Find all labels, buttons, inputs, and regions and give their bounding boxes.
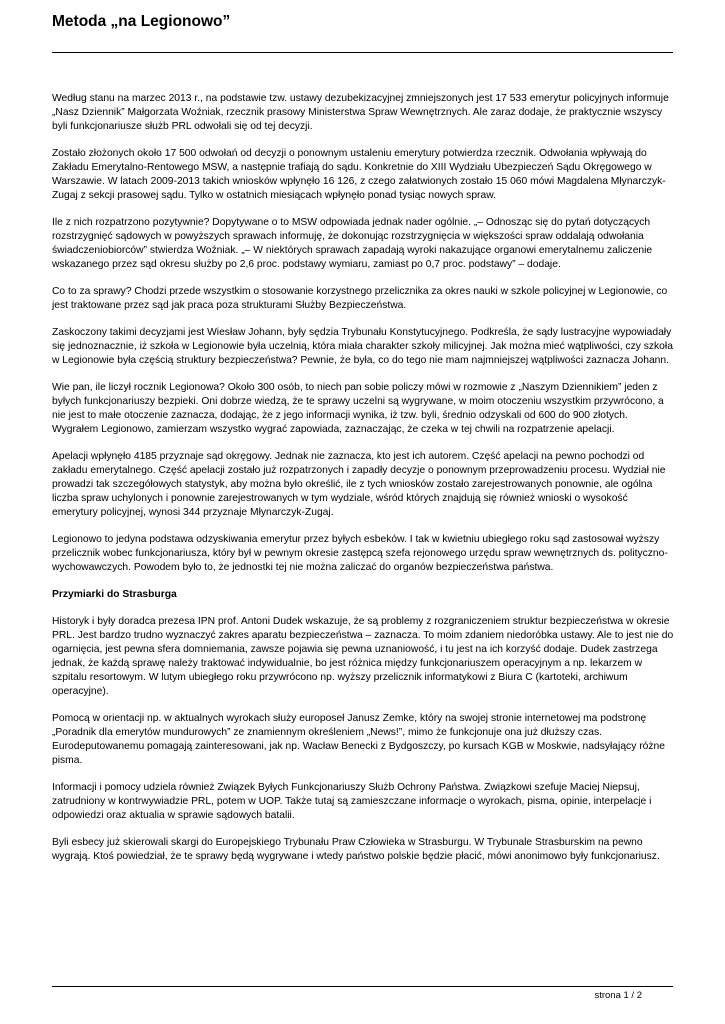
paragraph: Byli esbecy już skierowali skargi do Europejskiego Trybunału Praw Człowieka w Strasburgu. W Trybunale Strasburskim na pewno wygrają. Ktoś powiedział, że te sprawy będą wygrywane i wtedy państwo polskie będzie płacić, mówi anonimowo były funkcjonariusz.: [52, 837, 660, 862]
paragraph: Wie pan, ile liczył rocznik Legionowa? Około 300 osób, to niech pan sobie policzy mówi w rozmowie z „Naszym Dziennikiem” jeden z byłych funkcjonariuszy bezpieki. Oni dobrze wiedzą, że te sprawy uczelni są wygrywane, w moim otoczeniu wszystkim przywrócono, a nie jest to małe otoczenie zaznacza, dodając, że z jego informacji wynika, iż tzw. byli, średnio odzyskali od 600 do 900 złotych. Wygrałem Legionowo, zamierzam wszystko wygrać zapowiada, zaznaczając, że czeka w tej chwili na rozpatrzenie apelacji.: [52, 382, 664, 435]
page-title: Metoda „na Legionowo”: [52, 13, 231, 30]
paragraph: Ile z nich rozpatrzono pozytywnie? Dopytywane o to MSW odpowiada jednak nader ogólnie. „– Odnosząc się do pytań dotyczących rozstrzygnięć sądowych w powyższych sprawach informuję, że dokonując rozstrzygnięcia w większości spraw oddalają odwołania świadczeniobiorców” stwierdza Woźniak. „– W niektórych sprawach zapadają wyroki nakazujące organowi emerytalnemu zaliczenie wskazanego przez sąd okresu służby po 2,6 proc. podstawy wymiaru, zamiast po 0,7 proc. podstawy” – dodaje.: [52, 217, 653, 270]
paragraph: Zaskoczony takimi decyzjami jest Wiesław Johann, były sędzia Trybunału Konstytucyjnego. Podkreśla, że sądy lustracyjne wypowiadały się jednoznacznie, iż szkoła w Legionowie była uczelnią, która miała charakter szkoły milicyjnej. Jak można mieć wątpliwości, czy szkoła w Legionowie była częścią struktury bezpieczeństwa? Pewnie, że była, co do tego nie mam najmniejszej wątpliwości zaznacza Johann.: [52, 327, 673, 366]
page-number: strona 1 / 2: [594, 990, 642, 1001]
paragraph: Według stanu na marzec 2013 r., na podstawie tzw. ustawy dezubekizacyjnej zmniejszonych jest 17 533 emerytur policyjnych informuje „Nasz Dziennik” Małgorzata Woźniak, rzecznik prasowy Ministerstwa Spraw Wewnętrznych. Ale zaraz dodaje, że praktycznie wszyscy byli funkcjonariusze służb PRL odwołali się od tej decyzji.: [52, 93, 669, 132]
section-heading: Przymiarki do Strasburga: [52, 589, 177, 600]
header-divider: [52, 52, 673, 53]
paragraph: Apelacji wpłynęło 4185 przyznaje sąd okręgowy. Jednak nie zaznacza, kto jest ich autorem. Część apelacji na pewno pochodzi od zakładu emerytalnego. Część apelacji zostało już rozpatrzonych i zapadły decyzje o ponownym przeprowadzeniu procesu. Wydział nie prowadzi tak szczegółowych statystyk, aby można było określić, ile z tych wniosków zostało zarejestrowanych ponownie, ale ogólna liczba spraw uchylonych i ponownie zarejestrowanych w tym wydziale, wśród których znajdują się również wnioski o wysokość emerytury policyjnej, wynosi 344 przyznaje Młynarczyk-Zugaj.: [52, 451, 666, 518]
footer-divider: [52, 986, 673, 987]
paragraph: Pomocą w orientacji np. w aktualnych wyrokach służy europoseł Janusz Zemke, który na swojej stronie internetowej ma podstronę „Poradnik dla emerytów mundurowych” ze znamiennym określeniem „News!”, mimo że funkcjonuje ona już dłuższy czas. Eurodeputowanemu pomagają zainteresowani, jak np. Wacław Benecki z Bydgoszczy, po kursach KGB w Moskwie, nadsyłający różne pisma.: [52, 713, 665, 766]
paragraph: Co to za sprawy? Chodzi przede wszystkim o stosowanie korzystnego przelicznika za okres nauki w szkole policyjnej w Legionowie, co jest traktowane przez sąd jak praca poza strukturami Służby Bezpieczeństwa.: [52, 286, 668, 311]
paragraph: Legionowo to jedyna podstawa odzyskiwania emerytur przez byłych esbeków. I tak w kwietniu ubiegłego roku sąd zastosował wyższy przelicznik wobec funkcjonariusza, który był w pewnym okresie zastępcą szefa rejonowego urzędu spraw wewnętrznych ds. polityczno-wychowawczych. Powodem było to, że jednostki tej nie można zaliczać do organów bezpieczeństwa państwa.: [52, 534, 668, 573]
paragraph: Zostało złożonych około 17 500 odwołań od decyzji o ponownym ustaleniu emerytury potwierdza rzecznik. Odwołania wpływają do Zakładu Emerytalno-Rentowego MSW, a następnie trafiają do sądu. Konkretnie do XIII Wydziału Ubezpieczeń Sądu Okręgowego w Warszawie. W latach 2009-2013 takich wniosków wpłynęło 16 126, z czego załatwionych zostało 15 060 mówi Magdalena Młynarczyk-Zugaj z sekcji prasowej sądu. Tylko w ostatnich miesiącach wpłynęło ponad tysiąc nowych spraw.: [52, 148, 666, 201]
paragraph: Informacji i pomocy udziela również Związek Byłych Funkcjonariuszy Służb Ochrony Państwa. Związkowi szefuje Maciej Niepsuj, zatrudniony w kontrwywiadzie PRL, potem w UOP. Także tutaj są zamieszczane informacje o wyrokach, pisma, opinie, interpelacje i odpowiedzi oraz aktualia w sprawie sądowych batalii.: [52, 782, 652, 821]
article-body: [52, 92, 674, 877]
paragraph: Historyk i były doradca prezesa IPN prof. Antoni Dudek wskazuje, że są problemy z rozgraniczeniem struktur bezpieczeństwa w okresie PRL. Jest bardzo trudno wyznaczyć zakres aparatu bezpieczeństwa – zaznacza. To moim zdaniem niedoróbka ustawy. Ale to jest nie do ogarnięcia, jest pewna sfera domniemania, zawsze pojawia się pewna uznaniowość, i tu jest na ich korzyść dodaje. Dudek zastrzega jednak, że każdą sprawę należy traktować indywidualnie, bo jest różnica między funkcjonariuszem operacyjnym a np. lekarzem w szpitalu resortowym. W lutym ubiegłego roku przywrócono np. wyższy przelicznik informatykowi z Biura C (kartoteki, archiwum operacyjne).: [52, 616, 674, 697]
